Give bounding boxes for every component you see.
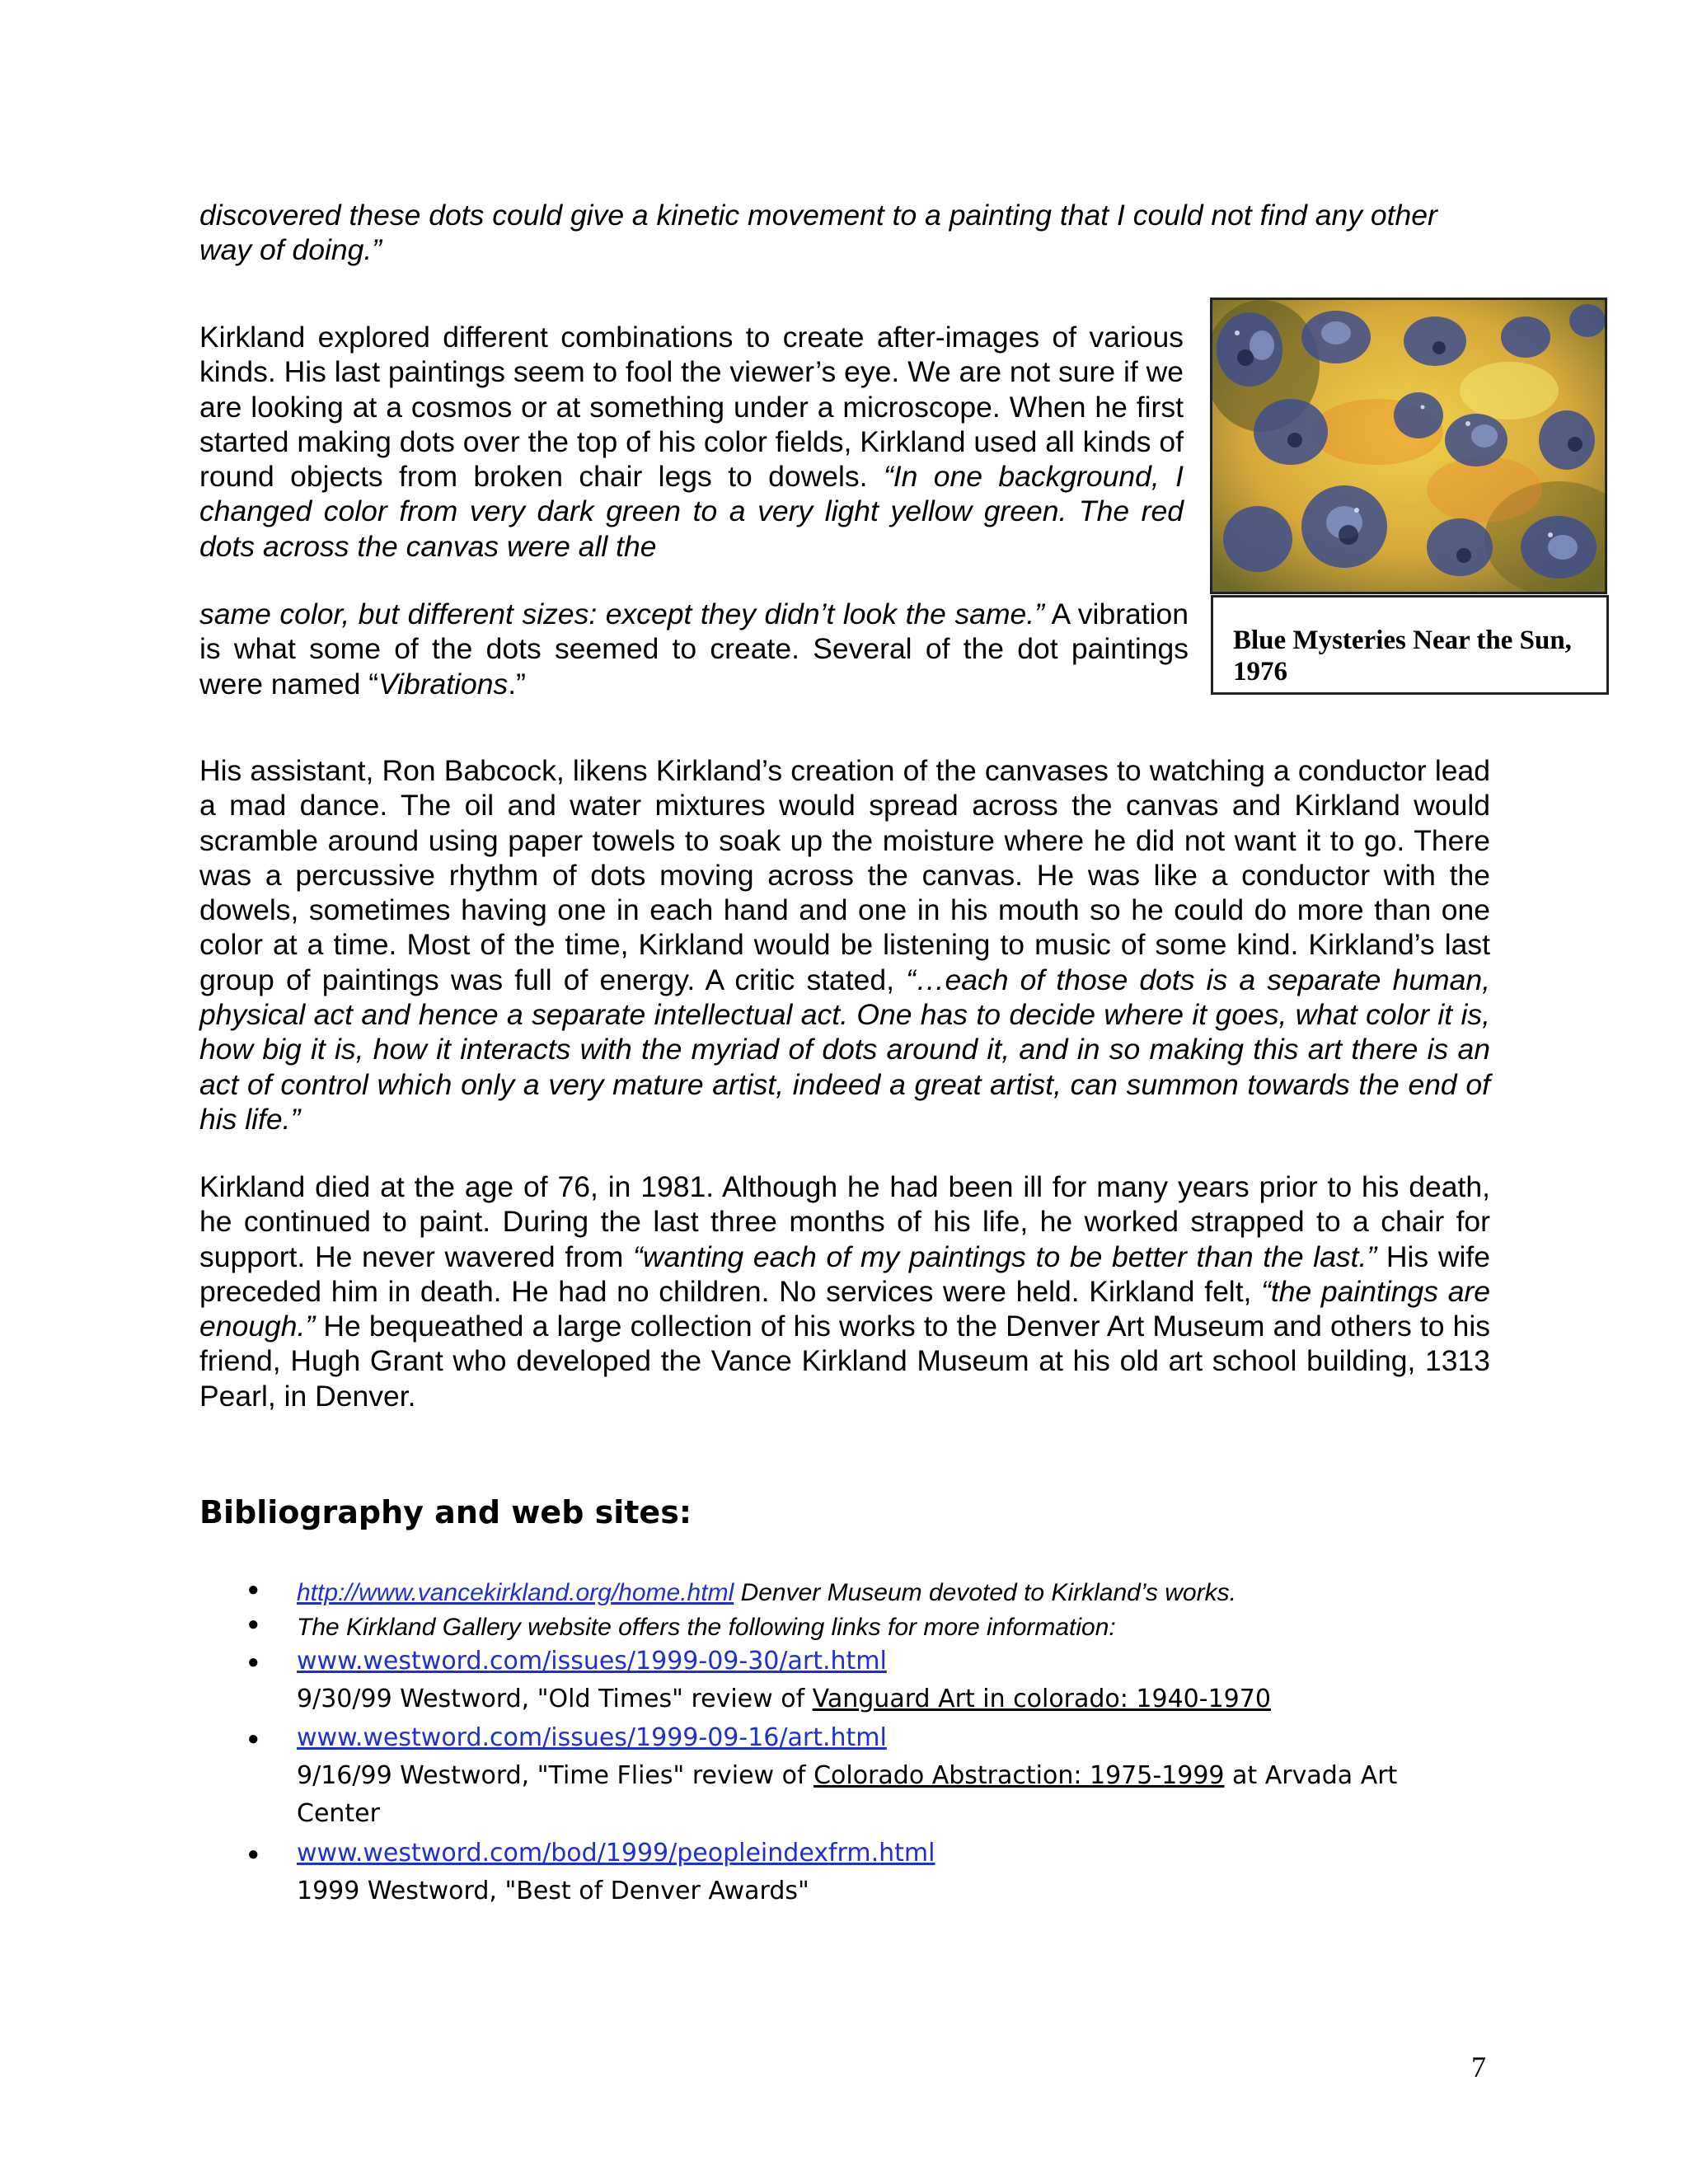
entry-description: 1999 Westword, "Best of Denver Awards" bbox=[297, 1877, 809, 1905]
quote-text: discovered these dots could give a kinetic movement to a painting that I could not find any other way of doing.” bbox=[199, 199, 1437, 267]
vancekirkland-link[interactable]: http://www.vancekirkland.org/home.html bbox=[297, 1579, 734, 1606]
paragraph-vibrations bbox=[199, 597, 1189, 701]
paragraph-explored bbox=[199, 320, 1184, 564]
bibliography-entry bbox=[297, 1578, 1236, 1608]
vibrations-title: Vibrations bbox=[378, 667, 509, 701]
quote-text: same color, but different sizes: except they didn’t look the same.” bbox=[199, 598, 1044, 630]
exhibition-title: Vanguard Art in colorado: 1940-1970 bbox=[812, 1685, 1271, 1713]
bullet-icon: ● bbox=[247, 1578, 260, 1601]
bullet-icon: ● bbox=[247, 1651, 260, 1673]
quote-text: “the paintings are enough.” bbox=[199, 1274, 1491, 1343]
figure-caption-box bbox=[1211, 595, 1609, 695]
entry-description: Denver Museum devoted to Kirkland’s works. bbox=[734, 1579, 1236, 1606]
westword-art-0916-link[interactable]: www.westword.com/issues/1999-09-16/art.html bbox=[297, 1723, 887, 1752]
westword-art-0930-link[interactable]: www.westword.com/issues/1999-09-30/art.html bbox=[297, 1647, 887, 1675]
westword-bod-link[interactable]: www.westword.com/bod/1999/peopleindexfrm.html bbox=[297, 1839, 935, 1868]
entry-description: 9/30/99 Westword, "Old Times" review of bbox=[297, 1685, 813, 1713]
page-number: 7 bbox=[1471, 2050, 1486, 2083]
body-text: A vibration is what some of the dots seemed to create. Several of the dot paintings were named “ bbox=[199, 598, 1189, 701]
bibliography-heading: Bibliography and web sites: bbox=[199, 1494, 692, 1530]
quote-text: “…each of those dots is a separate human, physical act and hence a separate intellectual act. One has to decide where it goes, what color it is, how big it is, how it interacts with the myriad of dots around it, and in so making this art there is an act of control which only a very mature artist, indeed a great artist, can summon towards the end of his life.” bbox=[199, 963, 1490, 1136]
body-text: .” bbox=[508, 667, 526, 701]
entry-description: The Kirkland Gallery website offers the following links for more information: bbox=[297, 1614, 1116, 1641]
paragraph-death bbox=[199, 1169, 1490, 1413]
bibliography-entry bbox=[297, 1643, 1271, 1718]
paragraph-quote-end bbox=[199, 198, 1490, 268]
entry-description: Center bbox=[297, 1799, 380, 1828]
painting-artwork bbox=[1212, 300, 1605, 592]
figure-caption: Blue Mysteries Near the Sun, 1976 bbox=[1233, 626, 1572, 687]
bibliography-entry bbox=[297, 1719, 1397, 1833]
quote-text: “In one background, I changed color from very dark green to a very light yellow green. The red dots across the canvas were all the bbox=[199, 460, 1184, 563]
painting-image bbox=[1210, 298, 1607, 594]
quote-text: “wanting each of my paintings to be better than the last.” bbox=[633, 1240, 1377, 1273]
entry-description: at Arvada Art bbox=[1224, 1761, 1398, 1790]
bullet-icon: ● bbox=[247, 1727, 260, 1750]
bullet-icon: ● bbox=[247, 1843, 260, 1865]
paragraph-assistant bbox=[199, 753, 1490, 1137]
body-text: His wife preceded him in death. He had no children. No services were held. Kirkland felt, bbox=[199, 1240, 1490, 1308]
body-text: He bequeathed a large collection of his works to the Denver Art Museum and others to his friend, Hugh Grant who developed the Vance Kirkland Museum at his old art school building, 1313 Pearl, in Denver. bbox=[199, 1310, 1490, 1413]
body-text: Kirkland explored different combinations to create after-images of various kinds. His last paintings seem to fool the viewer’s eye. We are not sure if we are looking at a cosmos or at something under a microscope. When he first started making dots over the top of his color fields, Kirkland used all kinds of round objects from broken chair legs to dowels. bbox=[199, 321, 1184, 494]
body-text: His assistant, Ron Babcock, likens Kirkland’s creation of the canvases to watching a conductor lead a mad dance. The oil and water mixtures would spread across the canvas and Kirkland would scramble around using paper towels to soak up the moisture where he did not want it to go. There was a percussive rhythm of dots moving across the canvas. He was like a conductor with the dowels, sometimes having one in each hand and one in his mouth so he could do more than one color at a time. Most of the time, Kirkland would be listening to music of some kind. Kirkland’s last group of paintings was full of energy. A critic stated, bbox=[199, 754, 1490, 996]
body-text: Kirkland died at the age of 76, in 1981. Although he had been ill for many years prior to his death, he continued to paint. During the last three months of his life, he worked strapped to a chair for support. He never wavered from bbox=[199, 1170, 1490, 1273]
exhibition-title: Colorado Abstraction: 1975-1999 bbox=[814, 1761, 1225, 1790]
bibliography-entry bbox=[297, 1835, 935, 1910]
entry-description: 9/16/99 Westword, "Time Flies" review of bbox=[297, 1761, 814, 1790]
bullet-icon: ● bbox=[247, 1613, 260, 1635]
